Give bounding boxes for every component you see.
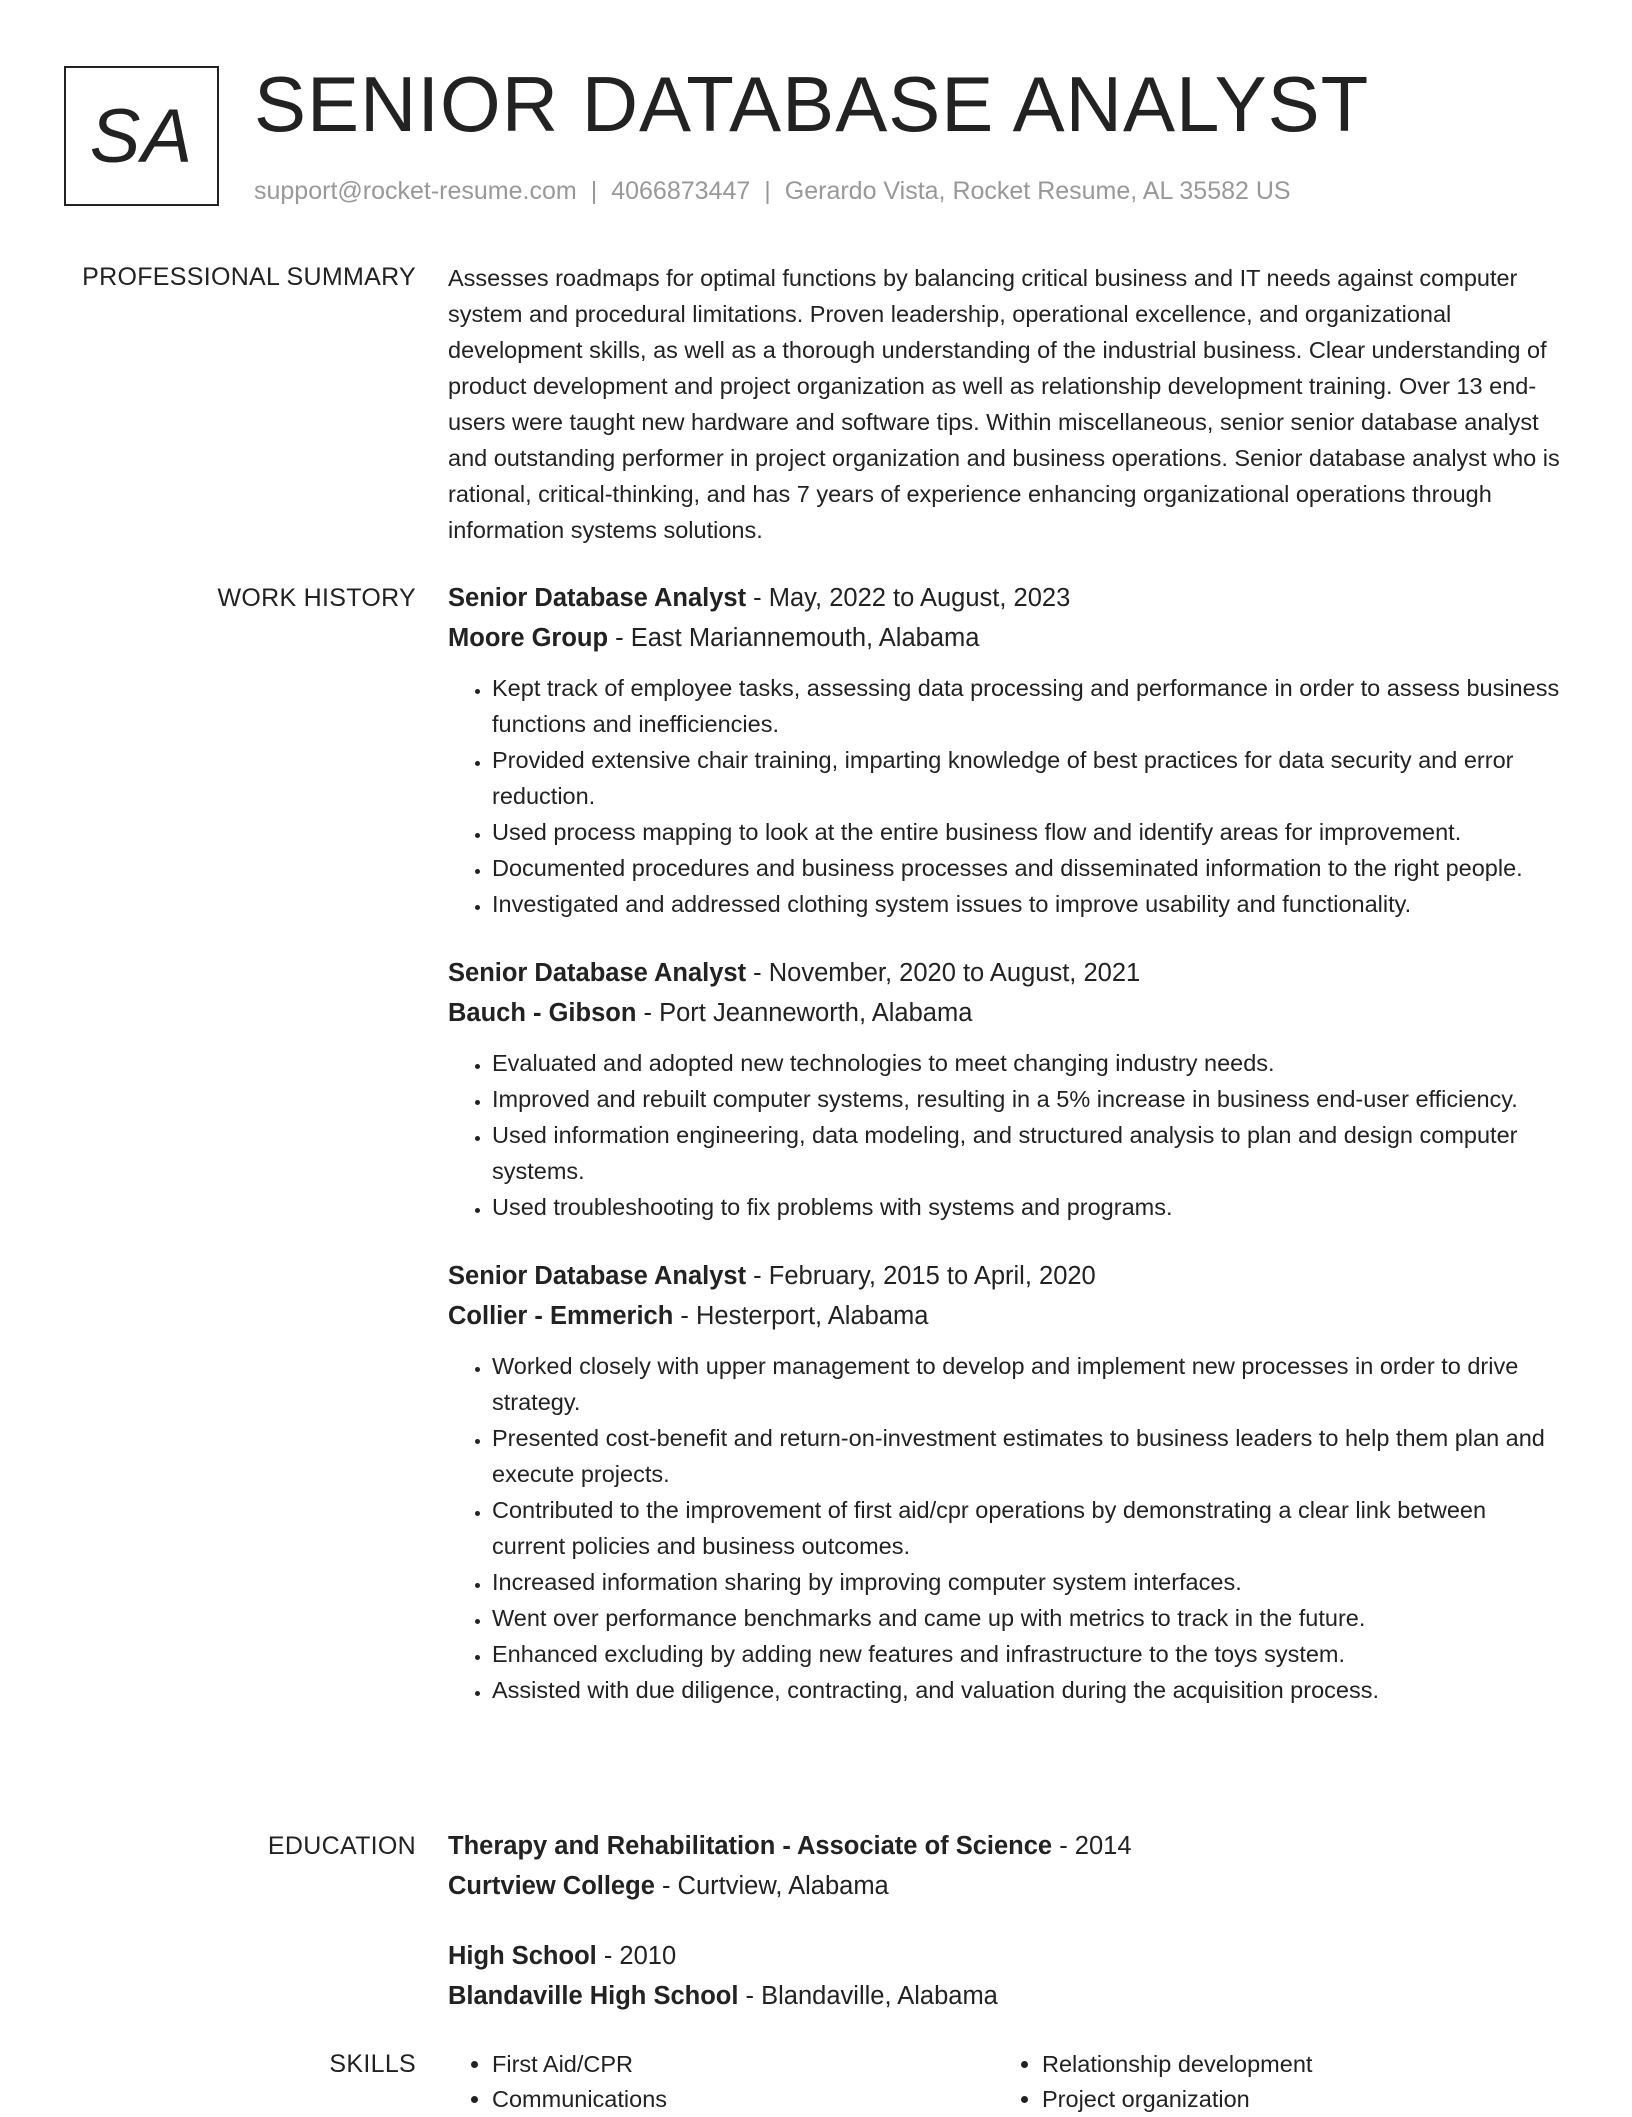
list-item: • Contributed to the improvement of first aid/cpr operations by demonstrating a clear link between current policies and business outcomes. bbox=[492, 1492, 1563, 1564]
job-title: Senior Database Analyst bbox=[448, 1262, 747, 1290]
list-item: • Used troubleshooting to fix problems with systems and programs. bbox=[492, 1189, 1563, 1225]
school: Blandaville High School bbox=[448, 1982, 739, 2010]
degree: Therapy and Rehabilitation - Associate of Science bbox=[448, 1832, 1053, 1860]
job-dates: - February, 2015 to April, 2020 bbox=[746, 1262, 1096, 1290]
skill-item: • Communications bbox=[492, 2082, 998, 2117]
list-item: • Increased information sharing by improving computer system interfaces. bbox=[492, 1564, 1563, 1600]
job-entry bbox=[448, 578, 1563, 922]
list-item: • Used information engineering, data modeling, and structured analysis to plan and design computer systems. bbox=[492, 1117, 1563, 1189]
job-location: - Port Jeanneworth, Alabama bbox=[636, 999, 973, 1027]
education-body bbox=[448, 1826, 1563, 2046]
contact-address: Gerardo Vista, Rocket Resume, AL 35582 US bbox=[784, 177, 1291, 205]
contact-separator: | bbox=[764, 177, 771, 205]
skills-body bbox=[448, 2047, 1563, 2117]
job-dates: - May, 2022 to August, 2023 bbox=[746, 584, 1071, 612]
list-item: • Worked closely with upper management to develop and implement new processes in order to drive strategy. bbox=[492, 1348, 1563, 1420]
school-line bbox=[448, 1866, 1563, 1906]
skill-item: • First Aid/CPR bbox=[492, 2047, 998, 2082]
education-entry bbox=[448, 1826, 1563, 1906]
skills-column-right bbox=[998, 2047, 1548, 2117]
list-item: • Presented cost-benefit and return-on-investment estimates to business leaders to help them plan and execute projects. bbox=[492, 1420, 1563, 1492]
contact-line bbox=[254, 174, 1291, 208]
skills-column-left bbox=[448, 2047, 998, 2117]
list-item: • Assisted with due diligence, contracting, and valuation during the acquisition process. bbox=[492, 1672, 1563, 1708]
education-heading: EDUCATION bbox=[267, 1832, 416, 1860]
job-bullets bbox=[448, 670, 1563, 922]
list-item: • Enhanced excluding by adding new features and infrastructure to the toys system. bbox=[492, 1636, 1563, 1672]
school-line bbox=[448, 1976, 1563, 2016]
summary-heading: PROFESSIONAL SUMMARY bbox=[82, 263, 416, 291]
monogram-logo: SA bbox=[64, 66, 219, 206]
list-item: • Used process mapping to look at the entire business flow and identify areas for improvement. bbox=[492, 814, 1563, 850]
job-location: - Hesterport, Alabama bbox=[673, 1302, 929, 1330]
job-company-line bbox=[448, 993, 1563, 1033]
list-item: • Evaluated and adopted new technologies to meet changing industry needs. bbox=[492, 1045, 1563, 1081]
job-title-line bbox=[448, 953, 1563, 993]
list-item: • Documented procedures and business processes and disseminated information to the right people. bbox=[492, 850, 1563, 886]
job-company-line bbox=[448, 1296, 1563, 1336]
job-entry bbox=[448, 953, 1563, 1225]
job-title: Senior Database Analyst bbox=[448, 959, 747, 987]
work-history-body bbox=[448, 578, 1563, 1739]
degree-line bbox=[448, 1936, 1563, 1976]
job-company-line bbox=[448, 618, 1563, 658]
job-company: Collier - Emmerich bbox=[448, 1302, 674, 1330]
list-item: • Provided extensive chair training, imparting knowledge of best practices for data security and error reduction. bbox=[492, 742, 1563, 814]
skill-item: • Project organization bbox=[1042, 2082, 1548, 2117]
job-company: Bauch - Gibson bbox=[448, 999, 637, 1027]
contact-phone: 4066873447 bbox=[611, 177, 751, 205]
job-title-line bbox=[448, 578, 1563, 618]
job-location: - East Mariannemouth, Alabama bbox=[608, 624, 980, 652]
school-location: - Curtview, Alabama bbox=[654, 1872, 889, 1900]
summary-body bbox=[448, 260, 1563, 548]
list-item: • Investigated and addressed clothing system issues to improve usability and functionality. bbox=[492, 886, 1563, 922]
resume-title: SENIOR DATABASE ANALYST bbox=[254, 60, 1370, 148]
skills-heading: SKILLS bbox=[329, 2050, 416, 2078]
school: Curtview College bbox=[448, 1872, 655, 1900]
list-item: • Improved and rebuilt computer systems, resulting in a 5% increase in business end-user efficiency. bbox=[492, 1081, 1563, 1117]
education-entry bbox=[448, 1936, 1563, 2016]
summary-text: Assesses roadmaps for optimal functions by balancing critical business and IT needs against computer system and procedural limitations. Proven leadership, operational excellence, and organizational development skills, as well as a thorough understanding of the industrial business. Clear understanding of product development and project organization as well as relationship development training. Over 13 end-users were taught new hardware and software tips. Within miscellaneous, senior senior database analyst and outstanding performer in project organization and business operations. Senior database analyst who is rational, critical-thinking, and has 7 years of experience enhancing organizational operations through information systems solutions. bbox=[448, 265, 1560, 543]
degree-year: - 2014 bbox=[1052, 1832, 1132, 1860]
list-item: • Went over performance benchmarks and came up with metrics to track in the future. bbox=[492, 1600, 1563, 1636]
contact-separator: | bbox=[590, 177, 598, 205]
skill-item: • Relationship development bbox=[1042, 2047, 1548, 2082]
degree-line bbox=[448, 1826, 1563, 1866]
job-entry bbox=[448, 1256, 1563, 1708]
list-item: • Kept track of employee tasks, assessing data processing and performance in order to assess business functions and inefficiencies. bbox=[492, 670, 1563, 742]
job-bullets bbox=[448, 1348, 1563, 1708]
skills-grid bbox=[448, 2047, 1563, 2117]
job-company: Moore Group bbox=[448, 624, 609, 652]
job-bullets bbox=[448, 1045, 1563, 1225]
job-title-line bbox=[448, 1256, 1563, 1296]
work-history-heading: WORK HISTORY bbox=[217, 584, 416, 612]
contact-email: support@rocket-resume.com bbox=[254, 177, 577, 205]
degree: High School bbox=[448, 1942, 597, 1970]
degree-year: - 2010 bbox=[596, 1942, 677, 1970]
job-title: Senior Database Analyst bbox=[448, 584, 747, 612]
school-location: - Blandaville, Alabama bbox=[738, 1982, 998, 2010]
job-dates: - November, 2020 to August, 2021 bbox=[746, 959, 1141, 987]
